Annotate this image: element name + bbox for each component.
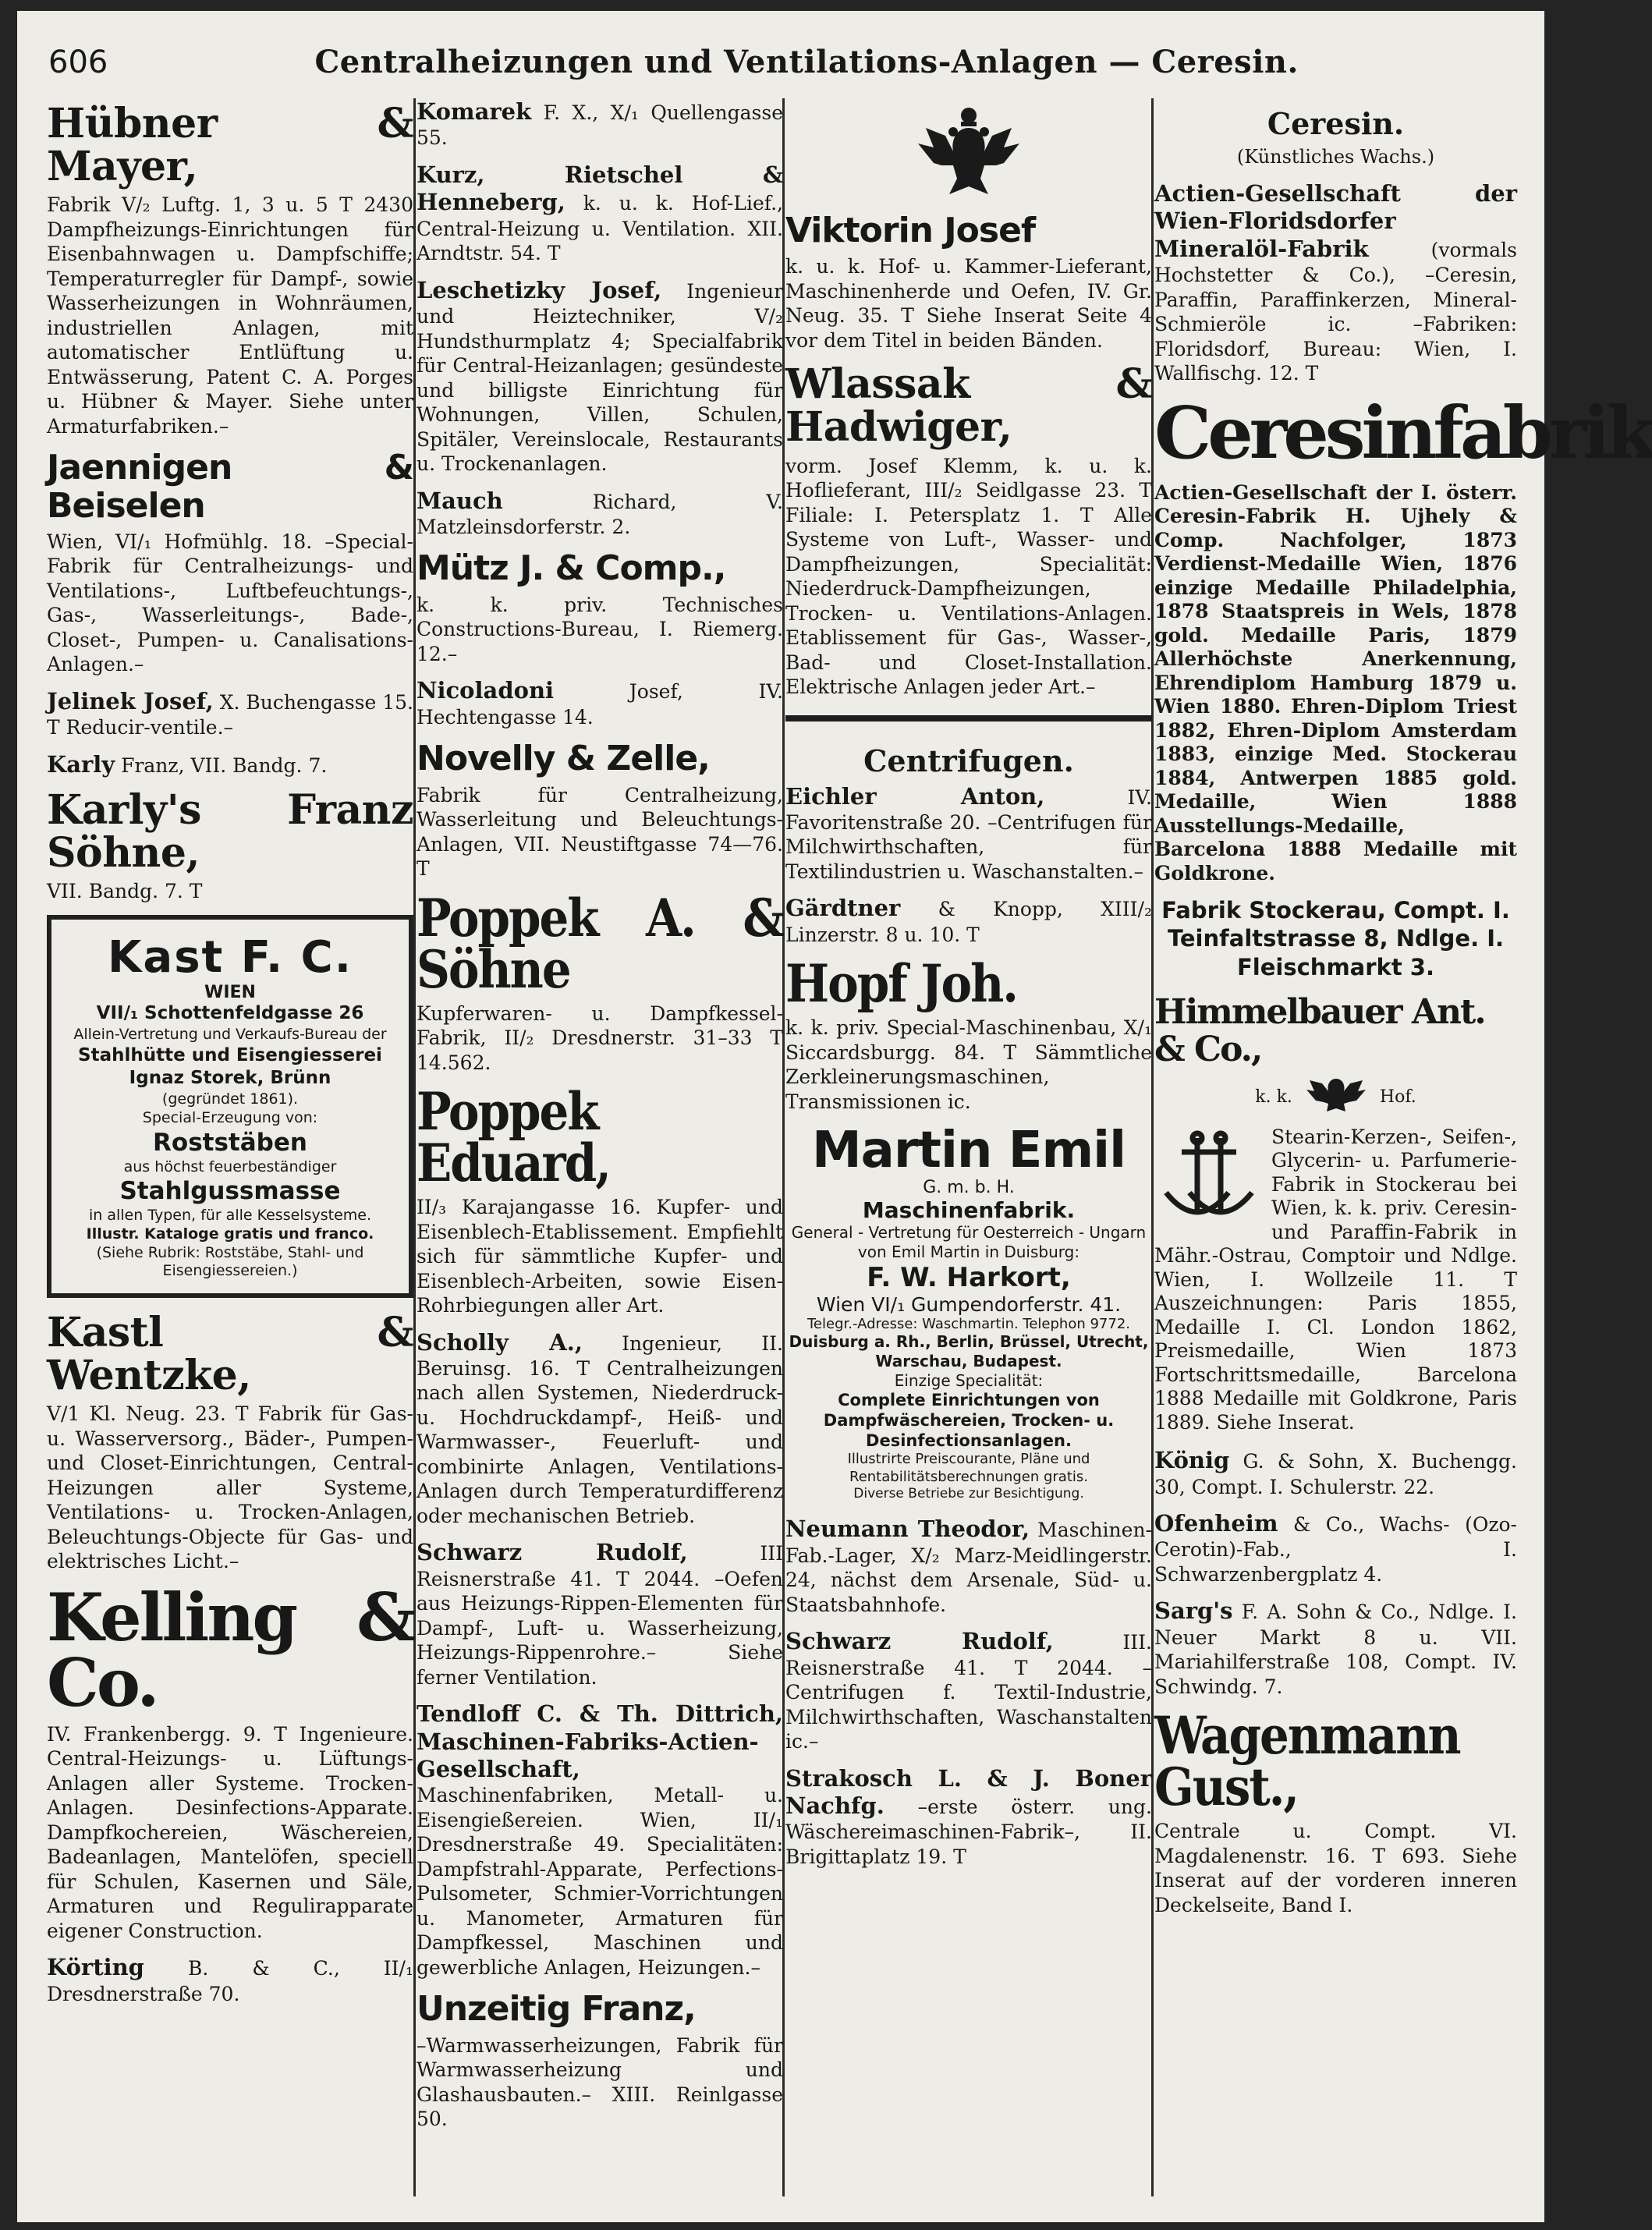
entry-name: Viktorin Josef [785, 211, 1036, 250]
ad-line: Allein-Vertretung und Verkaufs-Bureau der [73, 1025, 387, 1043]
entry-text: II/₃ Karajangasse 16. Kupfer- und Eisenblech-Etablissement. Empfiehlt sich für sämmtliche Kupfer- und Eisenblech-Arbeiten, sowie Eisen-Rohrbiegungen aller Art. [417, 1196, 783, 1317]
ad-line: Stahlgussmasse [119, 1177, 341, 1206]
directory-entry [417, 740, 783, 881]
directory-entry [47, 1954, 413, 2006]
ad-line: Complete Einrichtungen von Dampfwäschereien, Trocken- u. Desinfectionsanlagen. [823, 1390, 1115, 1451]
entry-name: Schwarz Rudolf, [417, 1539, 688, 1566]
entry-name: König [1154, 1447, 1230, 1474]
entry-name: Actien-Gesellschaft der Wien-Floridsdorfer Mineralöl-Fabrik [1154, 180, 1517, 262]
ad-line: Einzige Specialität: [894, 1370, 1044, 1390]
entry-text: III. Reisnerstraße 41. T 2044. –Centrifugen f. Textil-Industrie, Milchwirthschaften, Waschanstalten ic.– [785, 1631, 1152, 1753]
column-2 [417, 98, 783, 2204]
entry-name: Karly [47, 750, 115, 778]
entry-name: Mauch [417, 487, 503, 514]
entry-name: Wagenmann Gust., [1154, 1705, 1460, 1818]
entry-name: Schwarz Rudolf, [785, 1628, 1054, 1655]
entry-text: & Knopp, XIII/₂ Linzerstr. 8 u. 10. T [785, 898, 1152, 946]
ad-name: Kast F. C. [108, 931, 353, 983]
directory-entry [47, 1309, 413, 1574]
entry-name: Eichler Anton, [785, 782, 1045, 810]
entry-name: Kelling & Co. [47, 1578, 413, 1721]
entry-text: Franz, VII. Bandg. 7. [121, 753, 328, 777]
ceresin-advertisement [1154, 390, 1652, 981]
directory-entry [785, 1765, 1152, 1870]
entry-name: Kurz, Rietschel & Henneberg, [417, 161, 783, 216]
entry-text: Maschinenfabriken, Metall- u. Eisengießereien. Wien, II/₁ Dresdnerstraße 49. Specialitäten: Dampfstrahl-Apparate, Perfections-Pulsometer, Schmier-Vorrichtungen u. Manometer, Armaturen für Dampfkessel, Maschinen und gewerbliche Anlagen, Heizungen.– [417, 1784, 783, 1979]
directory-entry [785, 783, 1152, 885]
directory-entry [1154, 1597, 1517, 1699]
entry-text: vorm. Josef Klemm, k. u. k. Hoflieferant, III/₂ Seidlgasse 23. T Filiale: I. Petersplatz 1. T Alle Systeme von Luft-, Wasser- und Dampfheizungen, Specialität: Niederdruck-Dampfheizungen, Trocken- u. Ventilations-Anlagen. Etablissement für Gas-, Wasser-, Bad- und Closet-Installation. Elektrische Anlagen jeder Art.– [785, 454, 1152, 699]
ad-name: Martin Emil [811, 1122, 1126, 1180]
double-eagle-emblem-icon [1305, 1074, 1367, 1121]
ad-line: Ignaz Storek, Brünn [129, 1068, 331, 1089]
entry-text: IV. Favoritenstraße 20. –Centrifugen für Milchwirthschaften, für Textilindustrien u. Waschanstalten.– [785, 785, 1152, 883]
directory-entry [1154, 1705, 1517, 1917]
directory-entry [47, 688, 413, 740]
entry-name: Sarg's [1154, 1597, 1233, 1625]
directory-entry [785, 360, 1152, 699]
kast-advertisement [47, 915, 413, 1298]
ad-line: General - Vertretung für Oesterreich - Ungarn von Emil Martin in Duisburg: [791, 1222, 1147, 1261]
entry-text: (vormals Hochstetter & Co.), –Ceresin, Paraffin, Paraffinkerzen, Mineral-Schmieröle ic. –Fabriken: Floridsdorf, Bureau: Wien, I. Wallfischg. 12. T [1154, 238, 1517, 385]
directory-entry [417, 277, 783, 477]
listing-group [47, 100, 413, 904]
ad-city: WIEN [204, 982, 256, 1002]
entry-text: –erste österr. ung. Wäschereimaschinen-Fabrik–, II. Brigittaplatz 19. T [785, 1795, 1152, 1868]
entry-text: Ingenieur und Heiztechniker, V/₂ Hundsthurmplatz 4; Specialfabrik für Central-Heizanlagen; gesündeste und billigste Einrichtung für Wohnungen, Villen, Schulen, Spitäler, Vereinslocale, Restaurants u. Trockenanlagen. [417, 279, 784, 475]
directory-entry [47, 100, 413, 438]
entry-text: IV. Frankenbergg. 9. T Ingenieure. Central-Heizungs- u. Lüftungs-Anlagen aller Systeme. Trocken-Anlagen. Desinfections-Apparate. Dampfkochereien, Wäschereien, Badeanlagen, Mantelöfen, speciell für Schulen, Kasernen und Säle, Armaturen und Regulirapparate eigener Construction. [47, 1722, 413, 1942]
ad-line: Telegr.-Adresse: Waschmartin. Telephon 9772. [807, 1315, 1131, 1332]
directory-entry [47, 786, 413, 904]
directory-entry [1154, 1447, 1517, 1499]
entry-name: Neumann Theodor, [785, 1516, 1030, 1543]
entry-name: Komarek [417, 98, 532, 125]
directory-entry [785, 953, 1152, 1114]
entry-text: Centrale u. Compt. VI. Magdalenenstr. 16. T 693. Siehe Inserat auf der vorderen inneren Deckelseite, Band I. [1154, 1820, 1517, 1916]
entry-name: Poppek Eduard, [417, 1081, 610, 1194]
entry-text: k. u. k. Hof- u. Kammer-Lieferant, Maschinenherde und Oefen, IV. Gr. Neug. 35. T Siehe Inserat Seite 4 vor dem Titel in beiden Bänden. [785, 255, 1152, 352]
entry-text: –Warmwasserheizungen, Fabrik für Warmwasserheizung und Glashausbauten.– XIII. Reinlgasse 50. [417, 2033, 783, 2131]
directory-entry [417, 677, 783, 729]
directory-entry [417, 1991, 783, 2131]
directory-entry [785, 895, 1152, 947]
section-rule [785, 715, 1152, 721]
entry-text: X. Buchengasse 15. T Reducir-ventile.– [47, 690, 413, 739]
section-subheading: (Künstliches Wachs.) [1236, 146, 1435, 168]
column-rule [413, 98, 416, 2196]
section-heading: Centrifugen. [863, 743, 1074, 778]
ad-line: Illustrirte Preiscourante, Pläne und Rentabilitätsberechnungen gratis. [847, 1451, 1090, 1485]
directory-entry [47, 449, 413, 677]
entry-name: Körting [47, 1954, 144, 1981]
entry-text: F. A. Sohn & Co., Ndlge. I. Neuer Markt 8 u. VII. Mariahilferstraße 108, Compt. IV. Schwindg. 7. [1154, 1601, 1517, 1698]
entry-text: Wien, VI/₁ Hofmühlg. 18. –Special-Fabrik für Centralheizungs- und Ventilations-, Luftbefeuchtungs-, Gas-, Wasserleitungs-, Bade-, Closet-, Pumpen- u. Canalisations-Anlagen.– [47, 530, 413, 676]
entry-name: Strakosch L. & J. Boner Nachfg. [785, 1764, 1152, 1819]
directory-entry [417, 1081, 783, 1318]
entry-text: k. u. k. Hof-Lief., Central-Heizung u. Ventilation. XII. Arndtstr. 54. T [417, 192, 784, 265]
directory-entry [417, 1700, 783, 1980]
entry-text: Fabrik V/₂ Luftg. 1, 3 u. 5 T 2430 Dampfheizungs-Einrichtungen für Eisenbahnwagen u. Dampfschiffe; Temperaturregler für Dampf-, sowie Wasserheizungen in Wohnräumen, industriellen Anlagen, mit automatischer Entlüftung u. Entwässerung, Patent C. A. Porges u. Hübner & Mayer. Siehe unter Armaturfabriken.– [47, 193, 413, 438]
directory-entry [785, 1516, 1152, 1617]
ad-line: Maschinenfabrik. [862, 1197, 1076, 1223]
entry-text: Maschinen-Fab.-Lager, X/₂ Marz-Meidlingerstr. 24, nächst dem Arsenale, Süd- u. Staatsbahnhofe. [785, 1519, 1152, 1616]
ad-line: (Siehe Rubrik: Roststäbe, Stahl- und Eisengiessereien.) [96, 1243, 364, 1280]
entry-name: Mütz J. & Comp., [417, 548, 726, 589]
entry-name: Jaennigen & Beiselen [47, 448, 413, 526]
directory-entry [47, 751, 413, 778]
ad-address: VII/₁ Schottenfeldgasse 26 [96, 1002, 364, 1023]
entry-name: Tendloff C. & Th. Dittrich, Maschinen-Fabriks-Actien-Gesellschaft, [417, 1700, 783, 1783]
entry-text: k. k. priv. Special-Maschinenbau, X/₁ Siccardsburgg. 84. T Sämmtliche Zerkleinerungsmaschinen, Transmissionen ic. [785, 1016, 1152, 1113]
directory-page [17, 11, 1652, 2222]
ad-line: F. W. Harkort, [867, 1261, 1071, 1293]
ad-line: Roststäben [153, 1128, 307, 1157]
directory-entry [417, 98, 783, 151]
entry-text: Fabrik für Centralheizung, Wasserleitung und Beleuchtungs-Anlagen, VII. Neustiftgasse 74—76. T [417, 783, 783, 881]
entry-name: Wlassak & Hadwiger, [785, 360, 1152, 451]
entry-name: Leschetizky Josef, [417, 276, 662, 303]
running-title: Centralheizungen und Ventilations-Anlagen — Ceresin. [314, 44, 1299, 80]
ad-body: Stearin-Kerzen-, Seifen-, Glycerin- u. Parfumerie-Fabrik in Stockerau bei Wien, k. k. priv. Ceresin- und Paraffin-Fabrik in Mähr.-Ostrau, Comptoir und Ndlge. Wien, I. Wollzeile 11. T Auszeichnungen: Paris 1855, Medaille I. Cl. London 1862, Preismedaille, Wien 1873 Fortschrittsmedaille, Barcelona 1888 Medaille mit Goldkrone, Paris 1889. Siehe Inserat. [1154, 1125, 1517, 1434]
listing-group [47, 1309, 413, 2006]
ad-line: Wien VI/₁ Gumpendorferstr. 41. [816, 1292, 1122, 1316]
entry-name: Hübner & Mayer, [47, 100, 413, 190]
entry-text: VII. Bandg. 7. T [47, 880, 203, 903]
entry-name: Gärdtner [785, 895, 901, 922]
entry-name: Unzeitig Franz, [417, 1989, 696, 2030]
entry-text: B. & C., II/₁ Dresdnerstraße 70. [47, 1957, 413, 2005]
page-header [48, 44, 1505, 98]
directory-entry [785, 1628, 1152, 1753]
entry-name: Ofenheim [1154, 1510, 1278, 1537]
ad-line: k. k. [1255, 1087, 1292, 1108]
column-1 [47, 98, 413, 2204]
ad-line: G. m. b. H. [923, 1177, 1015, 1197]
ad-line: Diverse Betriebe zur Besichtigung. [853, 1486, 1084, 1502]
directory-entry [1154, 180, 1517, 386]
entry-text: Ingenieur, II. Beruinsg. 16. T Centralheizungen nach allen Systemen, Niederdruck- u. Hochdruckdampf-, Heiß- und Warmwasser-, Feuerluft- und combinirte Anlagen, Ventilations-Anlagen durch Temperaturdifferenz oder mechanischen Betrieb. [417, 1331, 783, 1527]
entry-name: Novelly & Zelle, [417, 739, 710, 779]
ad-body: Actien-Gesellschaft der I. österr. Ceresin-Fabrik H. Ujhely & Comp. Nachfolger, 1873 Verdienst-Medaille Wien, 1876 einzige Medaille Philadelphia, 1878 Staatspreis in Wels, 1878 gold. Medaille Paris, 1879 Allerhöchste Anerkennung, Ehrendiplom Hamburg 1879 u. Wien 1880. Ehren-Diplom Triest 1882, Ehren-Diplom Amsterdam 1883, einzige Med. Stockerau 1884, Antwerpen 1885 gold. Medaille, Wien 1888 Ausstellungs-Medaille, Barcelona 1888 Medaille mit Goldkrone. [1154, 480, 1517, 885]
ad-line: Stahlhütte und Eisengiesserei [78, 1044, 382, 1065]
listing-group [1154, 1447, 1517, 1917]
listing-group [785, 212, 1152, 700]
ad-line: Illustr. Kataloge gratis und franco. [86, 1225, 374, 1243]
entry-text: & Co., Wachs- (Ozo-Cerotin)-Fab., I. Schwarzenbergplatz 4. [1154, 1513, 1517, 1586]
directory-entry [1154, 1510, 1517, 1587]
entry-text: Josef, IV. Hechtengasse 14. [417, 680, 783, 729]
listing-group [785, 783, 1152, 1115]
listing-group [417, 98, 783, 2132]
ad-line: Hof. [1379, 1087, 1416, 1108]
entry-name: Poppek A. & Söhne [417, 887, 783, 1000]
directory-entry [417, 487, 783, 540]
entry-text: V/1 Kl. Neug. 23. T Fabrik für Gas- u. Wasserversorg., Bäder-, Pumpen- und Closet-Einrichtungen, Central-Heizungen aller Systeme, Ventilations- u. Trocken-Anlagen, Beleuchtungs-Objecte für Gas- und elektrisches Licht.– [47, 1402, 413, 1573]
entry-name: Kastl & Wentzke, [47, 1309, 413, 1399]
entry-text: k. k. priv. Technisches Constructions-Bureau, I. Riemerg. 12.– [417, 593, 783, 665]
directory-entry [417, 887, 783, 1076]
ad-line: aus höchst feuerbeständiger [123, 1158, 337, 1175]
ad-title: Himmelbauer Ant. & Co., [1154, 991, 1485, 1070]
listing-group [785, 1516, 1152, 1869]
entry-name: Karly's Franz Söhne, [47, 786, 413, 877]
directory-entry [417, 550, 783, 666]
entry-name: Scholly A., [417, 1328, 583, 1356]
entry-text: III Reisnerstraße 41. T 2044. –Oefen aus Heizungs-Rippen-Elementen für Dampf-, Luft- u. Wasserheizung, Heizungs-Rippenrohre.– Siehe ferner Ventilation. [417, 1542, 783, 1689]
listing-group [1154, 180, 1517, 386]
entry-name: Nicoladoni [417, 677, 555, 704]
directory-entry [417, 1539, 783, 1689]
column-3 [785, 98, 1152, 2204]
ad-line: in allen Typen, für alle Kesselsysteme. [89, 1207, 371, 1225]
directory-entry [785, 212, 1152, 353]
page-number: 606 [48, 44, 108, 80]
entry-text: Kupferwaren- u. Dampfkessel-Fabrik, II/₂ Dresdnerstr. 31–33 T 14.562. [417, 1002, 783, 1074]
directory-entry [417, 161, 783, 266]
himmelbauer-advertisement [1154, 991, 1517, 1434]
ad-line: Duisburg a. Rh., Berlin, Brüssel, Utrecht, Warschau, Budapest. [789, 1331, 1149, 1370]
section-heading: Ceresin. [1267, 106, 1405, 141]
entry-text: F. X., X/₁ Quellengasse 55. [417, 101, 783, 150]
ad-line: Fabrik Stockerau, Compt. I. Teinfaltstrasse 8, Ndlge. I. Fleischmarkt 3. [1161, 897, 1510, 980]
entry-text: Richard, V. Matzleinsdorferstr. 2. [417, 490, 783, 538]
directory-entry [47, 1578, 413, 1944]
entry-name: Hopf Joh. [785, 953, 1017, 1015]
martin-advertisement [785, 1122, 1152, 1502]
entry-text: G. & Sohn, X. Buchengg. 30, Compt. I. Schulerstr. 22. [1154, 1450, 1517, 1498]
anchors-trademark-icon [1154, 1130, 1264, 1232]
column-4 [1154, 98, 1652, 2204]
directory-entry [417, 1329, 783, 1529]
ad-title: Ceresinfabrik [1154, 390, 1652, 475]
ad-line: (gegründet 1861). [161, 1090, 299, 1108]
ad-line: Special-Erzeugung von: [142, 1109, 318, 1127]
entry-name: Jelinek Josef, [47, 687, 214, 714]
double-eagle-emblem-icon [910, 105, 1027, 206]
